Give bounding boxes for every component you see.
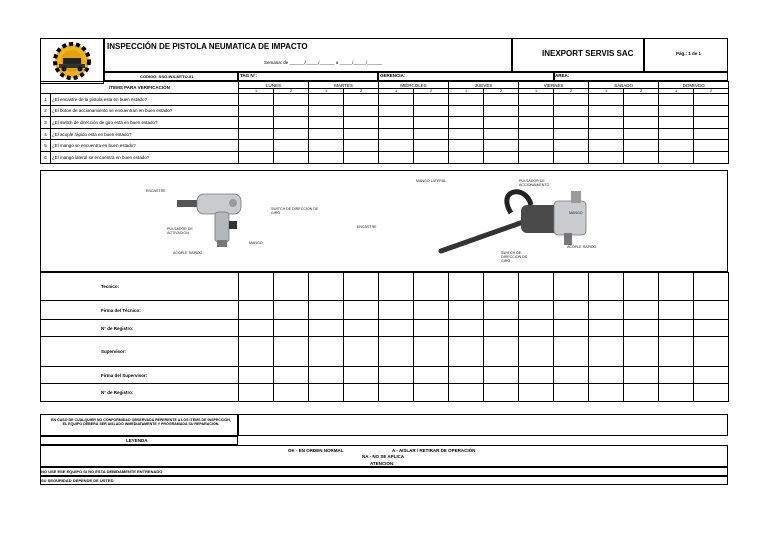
signature-cell[interactable] <box>624 320 659 337</box>
check-cell[interactable] <box>659 117 694 129</box>
check-cell[interactable] <box>239 151 274 163</box>
check-cell[interactable] <box>449 151 484 163</box>
day-header: LUNES <box>239 82 309 89</box>
signature-cell[interactable] <box>414 367 449 384</box>
check-cell[interactable] <box>239 94 274 106</box>
right-label-acople: ACOPLE RAPIDO <box>567 245 597 249</box>
signature-cell[interactable] <box>344 301 379 320</box>
check-cell[interactable] <box>239 117 274 129</box>
check-cell[interactable] <box>519 151 554 163</box>
items-header: ÍTEMS PARA VERIFICACIÓN <box>41 82 239 94</box>
signature-cell[interactable] <box>344 320 379 337</box>
check-cell[interactable] <box>379 117 414 129</box>
signature-cell[interactable] <box>379 273 414 301</box>
signature-cell[interactable] <box>659 320 694 337</box>
check-cell[interactable] <box>624 105 659 117</box>
signature-cell[interactable] <box>694 384 729 402</box>
signature-cell[interactable] <box>484 337 519 367</box>
signature-row <box>41 337 729 367</box>
signature-cell[interactable] <box>274 273 309 301</box>
signature-cell[interactable] <box>379 301 414 320</box>
check-cell[interactable] <box>624 140 659 152</box>
checklist-row <box>41 117 729 129</box>
item-number: 3 <box>41 117 51 129</box>
day-header: MIÉRCOLES <box>379 82 449 89</box>
check-cell[interactable] <box>589 140 624 152</box>
shift-cell: 1 <box>379 89 414 94</box>
item-number: 6 <box>41 151 51 163</box>
check-cell[interactable] <box>449 128 484 140</box>
signature-cell[interactable] <box>239 367 274 384</box>
signature-cell[interactable] <box>309 337 344 367</box>
notice-spacer <box>238 414 728 436</box>
signature-cell[interactable] <box>449 320 484 337</box>
shift-cell: 1 <box>589 89 624 94</box>
check-cell[interactable] <box>484 105 519 117</box>
left-label-mango: MANGO <box>249 241 263 245</box>
check-cell[interactable] <box>659 94 694 106</box>
notice-box <box>40 414 238 436</box>
checklist-row <box>41 105 729 117</box>
shift-cell: 2 <box>484 89 519 94</box>
checklist-table <box>40 81 729 164</box>
check-cell[interactable] <box>484 140 519 152</box>
gear-logo-icon <box>41 39 103 83</box>
signature-cell[interactable] <box>274 367 309 384</box>
check-cell[interactable] <box>344 151 379 163</box>
check-cell[interactable] <box>309 140 344 152</box>
tag-label: TAG N°: <box>240 73 257 78</box>
shift-cell: 2 <box>274 89 309 94</box>
area-label: AREA: <box>555 73 570 78</box>
signature-cell[interactable] <box>449 273 484 301</box>
form-title: INSPECCIÓN DE PISTOLA NEUMATICA DE IMPACTO <box>107 42 308 51</box>
check-cell[interactable] <box>589 94 624 106</box>
day-header: MARTES <box>309 82 379 89</box>
signature-label: Firma del Supervisor: <box>41 367 239 384</box>
check-cell[interactable] <box>274 140 309 152</box>
signature-label: N° de Registro: <box>41 320 239 337</box>
signature-cell[interactable] <box>379 320 414 337</box>
check-cell[interactable] <box>659 151 694 163</box>
day-header: VIERNES <box>519 82 589 89</box>
signature-cell[interactable] <box>239 273 274 301</box>
signature-cell[interactable] <box>309 384 344 402</box>
signature-row <box>41 320 729 337</box>
tool-diagram-area <box>40 170 728 272</box>
signature-label: Supervisor: <box>41 337 239 367</box>
shift-cell: 1 <box>519 89 554 94</box>
check-cell[interactable] <box>694 117 729 129</box>
right-label-pulsador: PULSADOR DE ACCIONAMIENTO <box>519 179 550 188</box>
signature-cell[interactable] <box>344 273 379 301</box>
signature-cell[interactable] <box>694 273 729 301</box>
check-cell[interactable] <box>519 105 554 117</box>
day-header: DOMINGO <box>659 82 729 89</box>
day-header: SÁBADO <box>589 82 659 89</box>
area-box <box>554 72 728 81</box>
check-cell[interactable] <box>344 105 379 117</box>
right-label-mango: MANGO <box>569 211 583 215</box>
check-cell[interactable] <box>694 94 729 106</box>
check-cell[interactable] <box>484 128 519 140</box>
signature-cell[interactable] <box>694 337 729 367</box>
signature-cell[interactable] <box>274 301 309 320</box>
check-cell[interactable] <box>379 151 414 163</box>
checklist-row <box>41 94 729 106</box>
check-cell[interactable] <box>449 94 484 106</box>
check-cell[interactable] <box>589 117 624 129</box>
item-text: ¿El encastre de la pistola esta en buen estado? <box>51 94 239 106</box>
signature-cell[interactable] <box>589 367 624 384</box>
signature-cell[interactable] <box>239 301 274 320</box>
signature-cell[interactable] <box>379 367 414 384</box>
signature-cell[interactable] <box>309 320 344 337</box>
item-text: ¿El acople rápido esta en buen estado? <box>51 128 239 140</box>
form-code: CODIGO: SSO-INX-MTTO-01 <box>140 74 194 79</box>
signature-cell[interactable] <box>414 384 449 402</box>
shift-cell: 1 <box>659 89 694 94</box>
signature-cell[interactable] <box>659 367 694 384</box>
item-number: 2 <box>41 105 51 117</box>
signature-cell[interactable] <box>414 337 449 367</box>
signature-cell[interactable] <box>694 320 729 337</box>
signature-cell[interactable] <box>589 384 624 402</box>
check-cell[interactable] <box>624 128 659 140</box>
signature-cell[interactable] <box>694 367 729 384</box>
signature-cell[interactable] <box>274 320 309 337</box>
check-cell[interactable] <box>309 94 344 106</box>
signature-cell[interactable] <box>449 384 484 402</box>
check-cell[interactable] <box>519 117 554 129</box>
signature-cell[interactable] <box>484 367 519 384</box>
signature-row <box>41 301 729 320</box>
check-cell[interactable] <box>484 94 519 106</box>
shift-cell: 1 <box>309 89 344 94</box>
signature-cell[interactable] <box>484 273 519 301</box>
shift-cell: 1 <box>449 89 484 94</box>
check-cell[interactable] <box>554 151 589 163</box>
signature-cell[interactable] <box>449 301 484 320</box>
check-cell[interactable] <box>344 94 379 106</box>
signature-cell[interactable] <box>519 367 554 384</box>
right-label-encastre: ENCASTRE <box>357 225 377 229</box>
check-cell[interactable] <box>519 94 554 106</box>
check-cell[interactable] <box>659 128 694 140</box>
check-cell[interactable] <box>624 94 659 106</box>
check-cell[interactable] <box>589 128 624 140</box>
signature-row <box>41 367 729 384</box>
signature-cell[interactable] <box>379 337 414 367</box>
check-cell[interactable] <box>624 117 659 129</box>
signature-cell[interactable] <box>344 384 379 402</box>
signature-cell[interactable] <box>344 367 379 384</box>
item-text: ¿El boton de accionamiento se encuentran en buen estado? <box>51 105 239 117</box>
shift-cell: 2 <box>694 89 729 94</box>
check-cell[interactable] <box>589 151 624 163</box>
signature-cell[interactable] <box>239 384 274 402</box>
signature-cell[interactable] <box>519 273 554 301</box>
signature-cell[interactable] <box>484 301 519 320</box>
item-number: 5 <box>41 140 51 152</box>
signatures-table <box>40 272 729 402</box>
signature-cell[interactable] <box>624 367 659 384</box>
right-label-mango-lateral: MANGO LATERAL <box>416 179 447 183</box>
check-cell[interactable] <box>694 140 729 152</box>
left-label-encastre: ENCASTRE <box>146 189 166 193</box>
signature-cell[interactable] <box>379 384 414 402</box>
check-cell[interactable] <box>659 105 694 117</box>
signature-cell[interactable] <box>414 301 449 320</box>
notice-text: EN CASO DE CUALQUIER NO CONFORMIDAD OBSERVADA REFERENTE A LOS ITEMS DE INSPECCIÓN, EL EQUIPO DEBERÁ SER AISLADO INMEDIATAMENTE Y PROGRAMADA SU REPARACIÓN. <box>51 418 231 427</box>
check-cell[interactable] <box>274 94 309 106</box>
checklist-row <box>41 128 729 140</box>
signature-cell[interactable] <box>344 337 379 367</box>
check-cell[interactable] <box>554 105 589 117</box>
signature-cell[interactable] <box>659 337 694 367</box>
check-cell[interactable] <box>519 140 554 152</box>
signature-cell[interactable] <box>309 367 344 384</box>
footer-safety: SU SEGURIDAD DEPENDE DE USTED <box>41 478 114 483</box>
check-cell[interactable] <box>694 151 729 163</box>
footer-warning: NO USE ESE EQUIPO SI NO ESTA DEBIDAMENTE ENTRENADO <box>41 469 163 474</box>
signature-cell[interactable] <box>414 320 449 337</box>
check-cell[interactable] <box>589 105 624 117</box>
gerencia-label: GERENCIA: <box>380 73 406 78</box>
signature-cell[interactable] <box>239 337 274 367</box>
check-cell[interactable] <box>554 128 589 140</box>
check-cell[interactable] <box>309 117 344 129</box>
item-number: 1 <box>41 94 51 106</box>
signature-cell[interactable] <box>309 273 344 301</box>
check-cell[interactable] <box>449 105 484 117</box>
checklist-row <box>41 140 729 152</box>
left-label-pulsador: PULSADOR DE ACTIVACION <box>167 227 193 236</box>
signature-cell[interactable] <box>519 337 554 367</box>
check-cell[interactable] <box>344 140 379 152</box>
signature-cell[interactable] <box>554 367 589 384</box>
signature-label: N° de Registro: <box>41 384 239 402</box>
check-cell[interactable] <box>239 105 274 117</box>
signature-row <box>41 384 729 402</box>
company-name: INEXPORT SERVIS SAC <box>542 49 634 58</box>
legend-ok: OK - EN ORDEN NORMAL <box>288 448 344 453</box>
check-cell[interactable] <box>274 151 309 163</box>
check-cell[interactable] <box>449 140 484 152</box>
check-cell[interactable] <box>309 151 344 163</box>
signature-cell[interactable] <box>484 384 519 402</box>
check-cell[interactable] <box>554 94 589 106</box>
check-cell[interactable] <box>414 128 449 140</box>
signature-cell[interactable] <box>274 384 309 402</box>
signature-cell[interactable] <box>519 320 554 337</box>
signature-cell[interactable] <box>624 301 659 320</box>
check-cell[interactable] <box>309 128 344 140</box>
check-cell[interactable] <box>379 105 414 117</box>
signature-cell[interactable] <box>449 337 484 367</box>
item-number: 4 <box>41 128 51 140</box>
day-header: JUEVES <box>449 82 519 89</box>
item-text: ¿El mango lateral se encuentra en buen estado? <box>51 151 239 163</box>
signature-cell[interactable] <box>659 301 694 320</box>
signature-cell[interactable] <box>554 384 589 402</box>
check-cell[interactable] <box>554 117 589 129</box>
signature-cell[interactable] <box>694 301 729 320</box>
checklist-row <box>41 151 729 163</box>
check-cell[interactable] <box>414 94 449 106</box>
check-cell[interactable] <box>344 128 379 140</box>
pistol-gun-image <box>171 185 291 255</box>
shift-cell: 2 <box>624 89 659 94</box>
shift-cell: 2 <box>344 89 379 94</box>
signature-row <box>41 273 729 301</box>
signature-cell[interactable] <box>414 273 449 301</box>
shift-cell: 1 <box>239 89 274 94</box>
signature-cell[interactable] <box>624 273 659 301</box>
right-label-switch: SWITCH DE DIRECCION DE GIRO <box>501 251 528 264</box>
check-cell[interactable] <box>414 105 449 117</box>
signature-cell[interactable] <box>554 320 589 337</box>
signature-cell[interactable] <box>519 384 554 402</box>
check-cell[interactable] <box>274 105 309 117</box>
signature-cell[interactable] <box>659 273 694 301</box>
signature-cell[interactable] <box>274 337 309 367</box>
check-cell[interactable] <box>414 140 449 152</box>
signature-cell[interactable] <box>624 384 659 402</box>
check-cell[interactable] <box>239 128 274 140</box>
check-cell[interactable] <box>484 117 519 129</box>
check-cell[interactable] <box>379 94 414 106</box>
signature-cell[interactable] <box>554 273 589 301</box>
left-label-acople: ACOPLE RAPIDO <box>173 251 203 255</box>
signature-cell[interactable] <box>519 301 554 320</box>
left-label-switch: SWITCH DE DIRECCION DE GIRO <box>271 207 319 216</box>
signature-cell[interactable] <box>309 301 344 320</box>
signature-cell[interactable] <box>589 320 624 337</box>
check-cell[interactable] <box>274 128 309 140</box>
signature-cell[interactable] <box>239 320 274 337</box>
check-cell[interactable] <box>414 151 449 163</box>
check-cell[interactable] <box>414 117 449 129</box>
page-number: Pág.: 1 de 1 <box>676 51 702 56</box>
legend-na: NA - NO SE APLICA <box>362 454 405 459</box>
check-cell[interactable] <box>239 140 274 152</box>
company-logo <box>40 38 104 84</box>
footer-row-2 <box>40 476 728 485</box>
check-cell[interactable] <box>344 117 379 129</box>
signature-label: Firma del Técnico: <box>41 301 239 320</box>
check-cell[interactable] <box>659 140 694 152</box>
check-cell[interactable] <box>379 128 414 140</box>
check-cell[interactable] <box>694 128 729 140</box>
legend-title: LEYENDA <box>126 438 148 443</box>
tag-box <box>238 72 378 81</box>
week-range: Semana: de ______/_____/______ a _____/_____/______ <box>264 60 383 65</box>
check-cell[interactable] <box>519 128 554 140</box>
signature-cell[interactable] <box>659 384 694 402</box>
signature-cell[interactable] <box>589 337 624 367</box>
signature-cell[interactable] <box>624 337 659 367</box>
signature-cell[interactable] <box>449 367 484 384</box>
signature-cell[interactable] <box>554 337 589 367</box>
signature-cell[interactable] <box>554 301 589 320</box>
check-cell[interactable] <box>309 105 344 117</box>
check-cell[interactable] <box>484 151 519 163</box>
signature-label: Tecnico: <box>41 273 239 301</box>
check-cell[interactable] <box>449 117 484 129</box>
signature-cell[interactable] <box>589 301 624 320</box>
signature-cell[interactable] <box>484 320 519 337</box>
item-text: ¿El mango se encuentra en buen estado? <box>51 140 239 152</box>
check-cell[interactable] <box>624 151 659 163</box>
shift-cell: 2 <box>414 89 449 94</box>
legend-atencion: ATENCIÓN: <box>370 461 395 466</box>
item-text: ¿El switch de dirección de giro está en buen estado? <box>51 117 239 129</box>
check-cell[interactable] <box>274 117 309 129</box>
check-cell[interactable] <box>554 140 589 152</box>
signature-cell[interactable] <box>589 273 624 301</box>
legend-a: A - AISLAR / RETIRAR DE OPERACIÓN <box>392 448 476 453</box>
check-cell[interactable] <box>379 140 414 152</box>
shift-cell: 2 <box>554 89 589 94</box>
check-cell[interactable] <box>694 105 729 117</box>
